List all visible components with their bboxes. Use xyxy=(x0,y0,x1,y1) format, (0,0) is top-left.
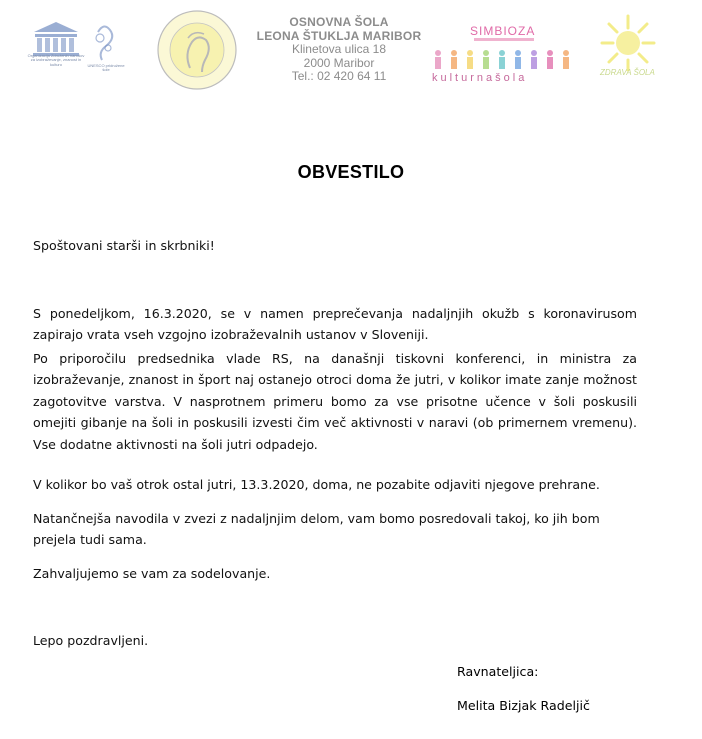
document-title: OBVESTILO xyxy=(297,162,405,182)
paragraph-recommendation: Po priporočilu predsednika vlade RS, na današnji tiskovni konferenci, in ministra za izobraževanje, znanost in šport naj ostanejo otroci doma že jutri, v kolikor imate zanje možnost zagotovitve varstva. V nasprotnem primeru bomo za vse prisotne učence v šoli poskusili omejiti gibanje na šoli in poskusili izvesti čim več aktivnosti v naravi (ob primernem vremenu). Vse dodatne aktivnosti na šoli jutri odpadejo. xyxy=(33,351,637,452)
kulturna-sola-logo-text: kulturnašola xyxy=(432,72,528,84)
simbioza-logo xyxy=(458,22,550,48)
paragraph-thanks: Zahvaljujemo se vam za sodelovanje. xyxy=(33,566,271,581)
unesco-logo xyxy=(26,18,86,84)
paragraph-closure: S ponedeljkom, 16.3.2020, se v namen preprečevanja nadaljnjih okužb s koronavirusom zapirajo vrata vseh vzgojno izobraževalnih ustanov v Sloveniji. xyxy=(33,306,637,343)
zdrava-sola-logo-text: ZDRAVA ŠOLA xyxy=(600,68,655,77)
unesco-network-logo xyxy=(88,20,118,64)
school-street: Klinetova ulica 18 xyxy=(291,42,387,56)
school-seal-logo xyxy=(150,8,244,92)
paragraph-instructions: Natančnejša navodila v zvezi z nadaljnjim delom, vam bomo posredovali takoj, ko jih bom prejela tudi sama. xyxy=(33,511,600,548)
signature-name: Melita Bizjak Radeljič xyxy=(457,698,590,713)
school-letterhead xyxy=(250,15,428,84)
greeting: Spoštovani starši in skrbniki! xyxy=(33,238,215,253)
closing: Lepo pozdravljeni. xyxy=(33,633,149,648)
school-phone: Tel.: 02 420 64 11 xyxy=(291,69,387,83)
school-city: 2000 Maribor xyxy=(303,55,375,70)
school-name-line1: OSNOVNA ŠOLA xyxy=(289,15,389,29)
kulturna-sola-people-icon xyxy=(430,48,580,74)
signature-role: Ravnateljica: xyxy=(457,664,539,679)
unesco-caption: Organizacija Združenih narodov za izobraževanje, znanost in kulturo xyxy=(27,53,85,67)
school-name-line2: LEONA ŠTUKLJA MARIBOR xyxy=(256,29,422,43)
unesco-network-caption: UNESCO pridružene šole xyxy=(87,63,125,73)
simbioza-logo-text: SIMBIOZA xyxy=(470,24,536,38)
paragraph-meals: V kolikor bo vaš otrok ostal jutri, 13.3.2020, doma, ne pozabite odjaviti njegove prehrane. xyxy=(33,477,600,492)
